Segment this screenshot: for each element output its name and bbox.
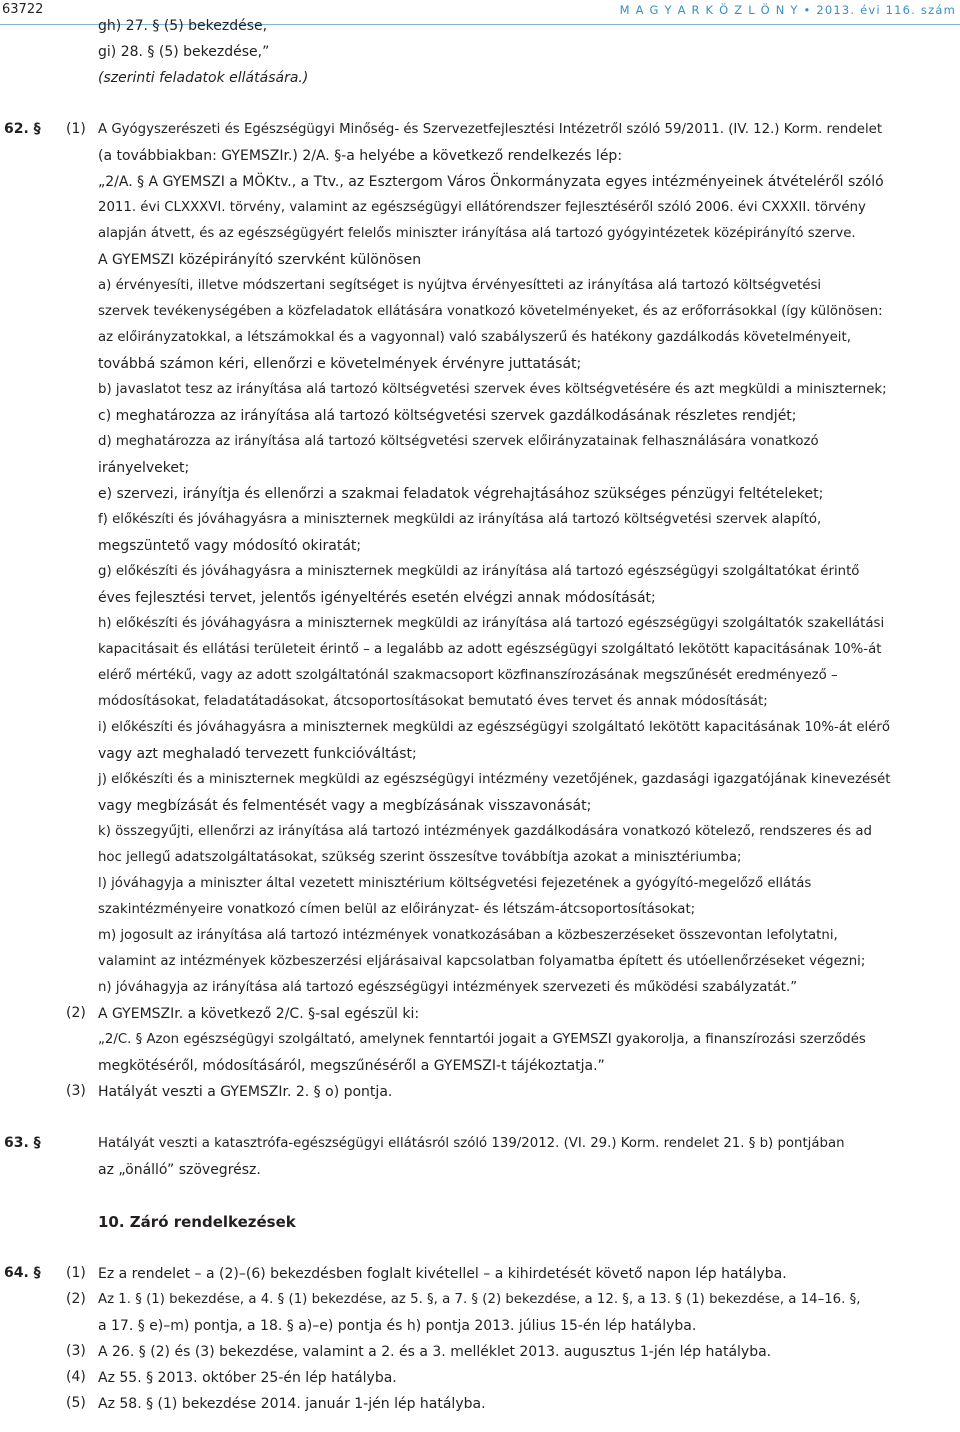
s64-p4-line1: Az 55. § 2013. október 25-én lép hatályba.	[98, 1370, 397, 1386]
item-a-line1: a) érvényesíti, illetve módszertani segítséget is nyújtva érvényesítteti az irányítása alá tartozó költségvetési	[98, 278, 822, 293]
s63-line2: az „önálló” szövegrész.	[98, 1162, 261, 1178]
item-f-line1: f) előkészíti és jóváhagyásra a miniszternek megküldi az irányítása alá tartozó költségvetési szervek alapító,	[98, 512, 822, 527]
s64-p1-number: (1)	[66, 1265, 86, 1281]
item-m-line2: valamint az intézmények közbeszerzési eljárásaival kapcsolatban folyamatba épített és utóellenőrzéseket végezni;	[98, 954, 866, 969]
item-a-line3: az előirányzatokkal, a létszámokkal és a vagyonnal) való szabályszerű és hatékony gazdálkodás követelményeit,	[98, 330, 851, 345]
section-63-number: 63. §	[4, 1135, 41, 1151]
item-k-line1: k) összegyűjti, ellenőrzi az irányítása alá tartozó intézmények gazdálkodására vonatkozó kötelező, rendszeres és ad	[98, 824, 872, 839]
s64-p5-number: (5)	[66, 1395, 86, 1411]
s62-quote-line3: alapján átvett, és az egészségügyért felelős miniszter irányítása alá tartozó gyógyintézetek középirányító szerve.	[98, 226, 856, 241]
s64-p4-number: (4)	[66, 1369, 86, 1385]
item-e-line1: e) szervezi, irányítja és ellenőrzi a szakmai feladatok végrehajtásához szükséges pénzügyi feltételeket;	[98, 486, 824, 502]
s64-p1-line1: Ez a rendelet – a (2)–(6) bekezdésben foglalt kivétellel – a kihirdetését követő napon lép hatályba.	[98, 1266, 787, 1282]
s64-p2-line1: Az 1. § (1) bekezdése, a 4. § (1) bekezdése, az 5. §, a 7. § (2) bekezdése, a 12. §, a 13. § (1) bekezdése, a 14–16. §,	[98, 1292, 861, 1307]
item-l-line1: l) jóváhagyja a miniszter által vezetett minisztérium költségvetési fejezetének a gyógyító-megelőző ellátás	[98, 876, 812, 891]
item-h-line2: kapacitásait és ellátási területeit érintő – a legalább az adott egészségügyi szolgáltató lekötött kapacitásának 10%-át	[98, 642, 882, 657]
item-g-line1: g) előkészíti és jóváhagyásra a miniszternek megküldi az irányítása alá tartozó egészségügyi szolgáltatókat érintő	[98, 564, 860, 579]
item-l-line2: szakintézményeire vonatkozó címen belül az előirányzat- és létszám-átcsoportosításokat;	[98, 902, 696, 917]
intro-gi: gi) 28. § (5) bekezdése,”	[98, 44, 270, 60]
s62-p2-number: (2)	[66, 1005, 86, 1021]
intro-note: (szerinti feladatok ellátására.)	[98, 70, 309, 86]
item-j-line2: vagy megbízását és felmentését vagy a megbízásának visszavonását;	[98, 798, 592, 814]
section-62-number: 62. §	[4, 121, 41, 137]
s62-quote-line4: A GYEMSZI középirányító szervként különösen	[98, 252, 422, 268]
s62-p1-number: (1)	[66, 121, 86, 137]
chapter-heading: 10. Záró rendelkezések	[98, 1213, 296, 1231]
s62-quote-line1	[98, 173, 956, 191]
section-64-number: 64. §	[4, 1265, 41, 1281]
s62-p2-line1: A GYEMSZIr. a következő 2/C. §-sal egészül ki:	[98, 1006, 420, 1022]
s62-p2-quote-line1: „2/C. § Azon egészségügyi szolgáltató, amelynek fenntartói jogait a GYEMSZI gyakorolja, a finanszírozási szerződés	[98, 1032, 866, 1047]
s62-p2-quote-line2: megkötéséről, módosításáról, megszűnéséről a GYEMSZI-t tájékoztatja.”	[98, 1058, 605, 1074]
item-b-line1: b) javaslatot tesz az irányítása alá tartozó költségvetési szervek éves költségvetésére és azt megküldi a miniszternek;	[98, 382, 887, 397]
s64-p2-number: (2)	[66, 1291, 86, 1307]
item-d-line2: irányelveket;	[98, 460, 190, 476]
item-f-line2: megszüntető vagy módosító okiratát;	[98, 538, 362, 554]
s62-quote-line2: 2011. évi CLXXXVI. törvény, valamint az egészségügyi ellátórendszer fejlesztéséről szóló 2006. évi CXXXII. törvény	[98, 200, 866, 215]
item-h-line3: elérő mértékű, vagy az adott szolgáltatónál szakmacsoport közfinanszírozásának megszűnését eredményező –	[98, 668, 838, 683]
item-g-line2: éves fejlesztési tervet, jelentős igényeltérés esetén elvégzi annak módosítását;	[98, 590, 656, 606]
quote-text: „2/A. § A GYEMSZI a MÖKtv., a Ttv., az Esztergom Város Önkormányzata egyes intézményeinek átvételéről szóló	[98, 174, 884, 190]
s64-p2-line2: a 17. § e)–m) pontja, a 18. § a)–e) pontja és h) pontja 2013. július 15-én lép hatályba.	[98, 1318, 697, 1334]
s62-p1-line1: A Gyógyszerészeti és Egészségügyi Minőség- és Szervezetfejlesztési Intézetről szóló 59/2011. (IV. 12.) Korm. rendelet	[98, 122, 883, 137]
s64-p3-number: (3)	[66, 1343, 86, 1359]
item-a-line4: továbbá számon kéri, ellenőrzi e követelmények érvényre juttatását;	[98, 356, 582, 372]
item-i-line1: i) előkészíti és jóváhagyásra a miniszternek megküldi az egészségügyi szolgáltató lekötött kapacitásának 10%-át elérő	[98, 720, 891, 735]
s64-p3-line1: A 26. § (2) és (3) bekezdése, valamint a 2. és a 3. melléklet 2013. augusztus 1-jén lép hatályba.	[98, 1344, 772, 1360]
item-c-line1: c) meghatározza az irányítása alá tartozó költségvetési szervek gazdálkodásának részletes rendjét;	[98, 408, 797, 424]
item-m-line1: m) jogosult az irányítása alá tartozó intézmények vonatkozásában a közbeszerzéseket összevontan lefolytatni,	[98, 928, 838, 943]
s64-p5-line1: Az 58. § (1) bekezdése 2014. január 1-jén lép hatályba.	[98, 1396, 486, 1412]
s63-line1: Hatályát veszti a katasztrófa-egészségügyi ellátásról szóló 139/2012. (VI. 29.) Korm. rendelet 21. § b) pontjában	[98, 1136, 845, 1151]
item-k-line2: hoc jellegű adatszolgáltatásokat, szükség szerint összesítve továbbítja azokat a minisztériumba;	[98, 850, 742, 865]
item-j-line1: j) előkészíti és a miniszternek megküldi az egészségügyi intézmény vezetőjének, gazdasági igazgatójának kinevezését	[98, 772, 891, 787]
page-number: 63722	[2, 2, 44, 17]
gazette-title: M A G Y A R K Ö Z L Ö N Y • 2013. évi 116. szám	[619, 3, 956, 17]
s62-p1-line2: (a továbbiakban: GYEMSZIr.) 2/A. §-a helyébe a következő rendelkezés lép:	[98, 148, 623, 164]
item-i-line2: vagy azt meghaladó tervezett funkcióváltást;	[98, 746, 417, 762]
intro-gh: gh) 27. § (5) bekezdése,	[98, 18, 268, 34]
item-n-line1: n) jóváhagyja az irányítása alá tartozó egészségügyi intézmények szervezeti és működési szabályzatát.”	[98, 980, 798, 995]
s62-p3-number: (3)	[66, 1083, 86, 1099]
item-h-line1: h) előkészíti és jóváhagyásra a miniszternek megküldi az irányítása alá tartozó egészségügyi szolgáltatók szakellátási	[98, 616, 885, 631]
item-d-line1: d) meghatározza az irányítása alá tartozó költségvetési szervek előirányzatainak felhasználására vonatkozó	[98, 434, 819, 449]
item-h-line4: módosításokat, feladatátadásokat, átcsoportosításokat bemutató éves tervet és annak módosítását;	[98, 694, 768, 709]
item-a-line2: szervek tevékenységében a közfeladatok ellátására vonatkozó követelményeket, és az erőforrásokkal (így különösen:	[98, 304, 883, 319]
s62-p3-line1: Hatályát veszti a GYEMSZIr. 2. § o) pontja.	[98, 1084, 393, 1100]
